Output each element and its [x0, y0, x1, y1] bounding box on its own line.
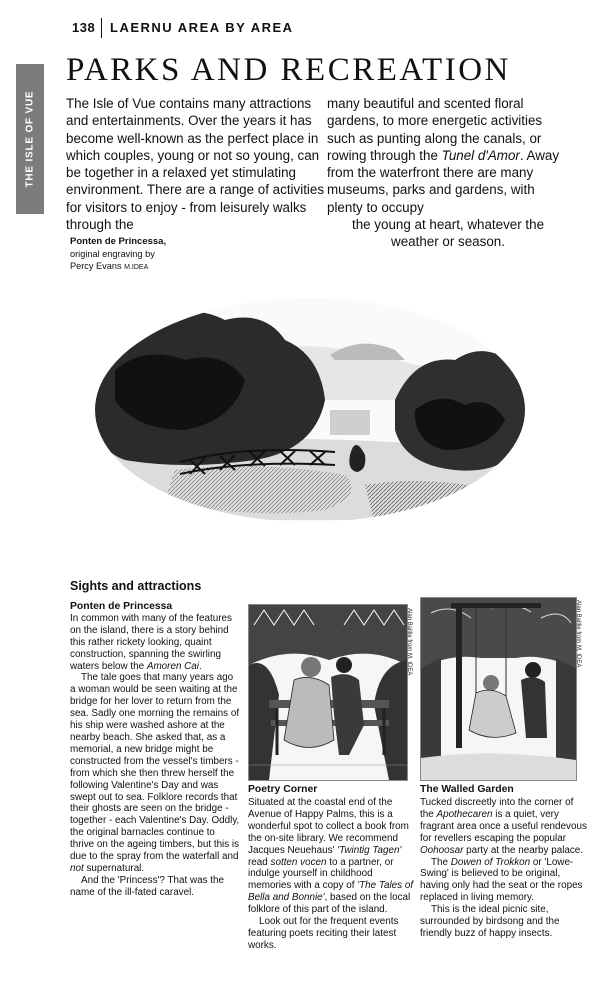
walled-p2-text-b: or 'Lowe-Swing' is believed to be original, having only had the seat or the ropes replaced in living memory. — [420, 856, 583, 904]
ponten-heading: Ponten de Princessa — [70, 601, 173, 612]
poetry-corner-illustration — [248, 604, 408, 781]
intro-right-text-1: many beautiful and scented floral gardens, to more energetic activities such as punting along the canals, or rowing through the — [327, 96, 543, 163]
poetry-p1-em-2: sotten vocen — [270, 856, 327, 868]
ponten-paragraph-3: And the 'Princess'? That was the name of the ill-fated caravel. — [70, 874, 225, 898]
walled-p2-text-a: The — [431, 856, 451, 868]
walled-p1-text-b: is a quiet, very fragrant area once a useful rendevous for revellers escaping the popular — [420, 808, 587, 844]
ponten-p1-text-b: . — [199, 660, 202, 672]
walled-p1-em-2: Oohoosar — [420, 844, 464, 856]
poetry-paragraph-2: Look out for the frequent events featuring poets reciting their latest works. — [248, 916, 399, 951]
caption-line-2: Percy Evans — [70, 261, 125, 271]
walled-heading: The Walled Garden — [420, 784, 514, 795]
walled-picture-credit: Alan Baillie from M. IDEA — [575, 600, 581, 668]
bridge-engraving-illustration — [95, 260, 525, 565]
walled-garden-illustration — [420, 597, 577, 781]
ponten-section — [70, 601, 240, 899]
page-title: PARKS AND RECREATION — [66, 52, 511, 88]
ponten-p2-text-b: supernatural. — [83, 862, 145, 874]
walled-section — [420, 797, 588, 940]
walled-paragraph-2 — [420, 857, 588, 905]
poetry-p1-text-d: , based on the local folklore of this part of the island. — [248, 892, 411, 916]
caption-title: Ponten de Princessa, — [70, 236, 167, 247]
walled-paragraph-3: This is the ideal picnic site, surrounded by birdsong and the friendly buzz of happy insects. — [420, 904, 560, 939]
poetry-heading: Poetry Corner — [248, 784, 318, 795]
intro-right-text-2: . Away from the waterfront there are many museums, parks and gardens, with plenty to occupy — [327, 147, 560, 215]
ponten-paragraph-2 — [70, 672, 240, 874]
ponten-p1-em: Amoren Cai — [146, 660, 199, 672]
caption-line-2-small: M.IDEA — [124, 264, 149, 271]
intro-right-column — [327, 95, 569, 251]
ponten-paragraph-1 — [70, 613, 240, 673]
poetry-p1-text-c: to a partner, or indulge yourself in childhood memories with a copy of — [248, 856, 394, 892]
page-number: 138 — [72, 20, 96, 35]
header-divider — [101, 18, 102, 38]
poetry-p1-em-3: 'The Tales of Bella and Bonnie' — [248, 880, 414, 904]
poetry-p1-text-b: read — [248, 856, 271, 868]
walled-p1-text-a: Tucked discreetly into the corner of the — [420, 797, 574, 820]
ponten-p2-text-a: The tale goes that many years ago a woman would be seen waiting at the bridge for her lover to return from the sea. Sadly one morning the remains of his ship were washed ashore at the nearby beach. She asked that, as a memorial, a new bridge might be constructed from the vessel's timbers - from which she then threw herself the following Valentine's Day and was swept out to sea. Folklore records that their ghosts are seen on the bridge - together - each Valentine's Day. Oddly, the original barnacles continue to thrive on the ageing timbers, but this is due to the spray from the waterfall and — [70, 672, 240, 863]
ponten-p2-em: not — [70, 862, 84, 874]
poetry-paragraph-1 — [248, 797, 416, 916]
intro-left-column: The Isle of Vue contains many attractions and entertainments. Over the years it has become well-known as the perfect place in which couples, young or not so young, can be together in a relaxed yet stimulating environment. There are a range of activities for visitors to enjoy - from leisurely walks through the — [66, 96, 325, 233]
caption-line-1: original engraving by — [70, 249, 155, 259]
poetry-section — [248, 797, 416, 952]
section-side-tab — [16, 64, 44, 214]
sights-heading: Sights and attractions — [70, 579, 202, 593]
walled-p1-em-1: Apothecaren — [436, 808, 493, 820]
intro-right-center: the young at heart, whatever the weather or season. — [351, 217, 545, 250]
side-tab-label: THE ISLE OF VUE — [24, 90, 36, 188]
walled-paragraph-1 — [420, 797, 588, 857]
ponten-p1-text-a: In common with many of the features on the island, there is a story behind this rather rickety looking, quaint construction, spanning the swirling waters below the — [70, 612, 232, 672]
walled-p1-text-c: party at the nearby palace. — [463, 844, 584, 856]
walled-p2-em: Dowen of Trokkon — [450, 856, 531, 868]
running-head: LAERNU AREA BY AREA — [110, 20, 294, 35]
poetry-p1-em-1: 'Twintig Tagen' — [337, 844, 402, 856]
poetry-p1-text-a: Situated at the coastal end of the Avenue of Happy Palms, this is a wonderful spot to collect a book from the on-site library. We recommend Jacques Neuehaus' — [248, 797, 409, 856]
poetry-picture-credit: Alan Baillie from M. IDEA — [406, 608, 412, 676]
intro-right-em: Tunel d'Amor — [441, 147, 520, 163]
